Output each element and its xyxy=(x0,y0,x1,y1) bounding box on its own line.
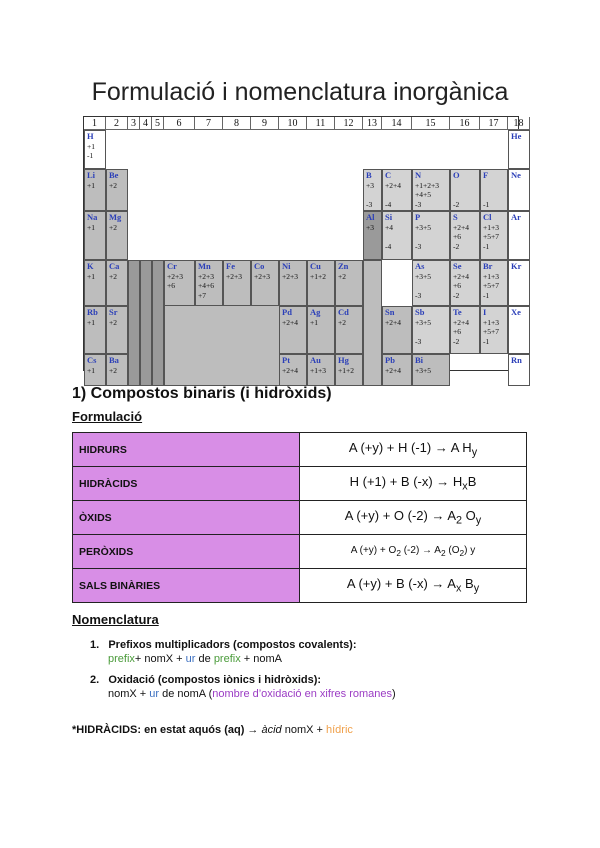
element-symbol: Be xyxy=(109,170,119,180)
element-cell xyxy=(223,260,251,306)
oxidation-states: +2 xyxy=(338,317,346,327)
element-cell xyxy=(382,354,412,386)
element-cell xyxy=(508,211,530,260)
oxidation-states: +1 xyxy=(87,271,95,281)
element-cell xyxy=(106,354,128,386)
oxidation-states: +3+5 -3 xyxy=(415,271,431,300)
row-formula: H (+1) + B $(-x) \to H_xB$ xyxy=(300,467,527,501)
element-cell xyxy=(106,211,128,260)
element-cell xyxy=(279,306,307,354)
element-symbol: Mg xyxy=(109,212,122,222)
element-symbol: Ar xyxy=(511,212,521,222)
element-symbol: Sb xyxy=(415,307,425,317)
group-number: 12 xyxy=(335,117,363,130)
element-symbol: Pt xyxy=(282,355,291,365)
element-cell xyxy=(450,169,480,211)
element-symbol: B xyxy=(366,170,372,180)
element-cell xyxy=(84,260,106,306)
nomenclatura-subheading: Nomenclatura xyxy=(72,612,159,627)
element-symbol: Sr xyxy=(109,307,118,317)
row-label: HIDRURS xyxy=(73,433,300,467)
group-number: 1 xyxy=(84,117,106,130)
oxidation-states: +2+3 +4+6 +7 xyxy=(198,271,214,300)
oxidation-states: +2+4 +6 -2 xyxy=(453,317,469,346)
group-number: 2 xyxy=(106,117,128,130)
element-cell xyxy=(84,306,106,354)
element-cell xyxy=(363,169,382,211)
oxidation-states: +2+4 xyxy=(385,365,401,375)
table-row xyxy=(73,433,527,467)
oxidation-states: +2 xyxy=(109,271,117,281)
row-formula: A $(+y) + O_2$ $(-2) \to A_2$ $(O_2)$ y xyxy=(300,535,527,569)
element-cell xyxy=(480,260,508,306)
element-symbol: Ba xyxy=(109,355,119,365)
element-cell xyxy=(508,130,530,169)
section-heading: 1) Compostos binaris (i hidròxids) xyxy=(72,385,332,402)
element-symbol: Li xyxy=(87,170,96,180)
element-symbol: Na xyxy=(87,212,98,222)
group-number: 17 xyxy=(480,117,508,130)
element-symbol: Bi xyxy=(415,355,424,365)
oxidation-states: +2+3 xyxy=(254,271,270,281)
element-symbol: Br xyxy=(483,261,493,271)
oxidation-states: +1+2 xyxy=(338,365,354,375)
element-cell xyxy=(508,306,530,354)
element-cell xyxy=(382,306,412,354)
row-label: SALS BINÀRIES xyxy=(73,569,300,603)
element-symbol: O xyxy=(453,170,460,180)
element-cell xyxy=(106,306,128,354)
oxidation-states: +1+3 xyxy=(310,365,326,375)
group-number: 13 xyxy=(363,117,382,130)
row-formula: A (+y) + H (-1) → A $H_y$ xyxy=(300,433,527,467)
oxidation-states: +2+4 -4 xyxy=(385,180,401,209)
element-symbol: Ne xyxy=(511,170,521,180)
element-symbol: Ag xyxy=(310,307,321,317)
element-symbol: Au xyxy=(310,355,321,365)
group-number: 8 xyxy=(223,117,251,130)
element-symbol: Se xyxy=(453,261,462,271)
group-number: 4 xyxy=(140,117,152,130)
oxidation-states: +4 -4 xyxy=(385,222,393,251)
element-symbol: Rn xyxy=(511,355,522,365)
element-symbol: Co xyxy=(254,261,265,271)
element-symbol: Al xyxy=(366,212,375,222)
element-symbol: Fe xyxy=(226,261,235,271)
table-row xyxy=(73,569,527,603)
oxidation-states: +1+2+3 +4+5 -3 xyxy=(415,180,439,209)
element-symbol: Si xyxy=(385,212,393,222)
formulacio-subheading: Formulació xyxy=(72,409,143,424)
oxidation-states: +2+4 xyxy=(282,317,298,327)
element-cell xyxy=(412,260,450,306)
oxidation-states: +1+3 +5+7 -1 xyxy=(483,317,499,346)
oxidation-states: +1 xyxy=(87,365,95,375)
hidracids-note: *HIDRÀCIDS: en estat aquós (aq) → àcid nomX + hídric xyxy=(72,724,353,736)
oxidation-states: +3 -3 xyxy=(366,180,374,209)
group-number: 5 xyxy=(152,117,164,130)
element-cell xyxy=(106,169,128,211)
nomenclature-item-1: 1. Prefixos multiplicadors (compostos covalents): prefix+ nomX + ur de prefix + nomA xyxy=(90,639,357,665)
group-number: 18 xyxy=(508,117,530,130)
oxidation-states: +2+4 +6 -2 xyxy=(453,222,469,251)
group-number: 3 xyxy=(128,117,140,130)
table-shading xyxy=(152,260,164,386)
table-row xyxy=(73,467,527,501)
oxidation-states: +2+4 xyxy=(282,365,298,375)
element-symbol: Te xyxy=(453,307,462,317)
element-cell xyxy=(279,354,307,386)
element-symbol: Cs xyxy=(87,355,97,365)
oxidation-states: +1 -1 xyxy=(87,141,95,160)
nomenclature-item-2: 2. Oxidació (compostos iònics i hidròxids): nomX + ur de nomA (nombre d’oxidació en xifres romanes) xyxy=(90,674,396,700)
oxidation-states: +1 xyxy=(87,317,95,327)
element-symbol: S xyxy=(453,212,458,222)
oxidation-states: +2 xyxy=(338,271,346,281)
element-symbol: C xyxy=(385,170,392,180)
oxidation-states: +2+3 xyxy=(282,271,298,281)
oxidation-states: +3+5 -3 xyxy=(415,222,431,251)
element-cell xyxy=(84,354,106,386)
group-number: 11 xyxy=(307,117,335,130)
row-formula: A (+y) + O $(-2) \to A_2$ $O_y$ xyxy=(300,501,527,535)
element-symbol: I xyxy=(483,307,487,317)
element-cell xyxy=(84,169,106,211)
oxidation-states: +1+2 xyxy=(310,271,326,281)
element-symbol: K xyxy=(87,261,94,271)
formulation-table xyxy=(72,432,527,603)
oxidation-states: -2 xyxy=(453,199,460,209)
element-cell xyxy=(335,354,363,386)
element-symbol: Pb xyxy=(385,355,395,365)
table-shading xyxy=(140,260,152,386)
element-symbol: Hg xyxy=(338,355,349,365)
element-cell xyxy=(508,260,530,306)
oxidation-states: +3+5 xyxy=(415,365,431,375)
row-formula: A (+y) + B $(-x) \to A_x$ $B_y$ xyxy=(300,569,527,603)
element-cell xyxy=(195,260,223,306)
element-cell xyxy=(508,354,530,386)
oxidation-states: +2+3 +6 xyxy=(167,271,183,290)
oxidation-states: -1 xyxy=(483,199,490,209)
element-cell xyxy=(307,260,335,306)
element-cell xyxy=(106,260,128,306)
element-symbol: Zn xyxy=(338,261,349,271)
element-symbol: H xyxy=(87,131,94,141)
element-cell xyxy=(363,211,382,260)
table-shading xyxy=(128,260,140,386)
element-cell xyxy=(480,211,508,260)
element-symbol: As xyxy=(415,261,425,271)
element-cell xyxy=(164,260,195,306)
group-number: 10 xyxy=(279,117,307,130)
element-cell xyxy=(480,306,508,354)
oxidation-states: +3 xyxy=(366,222,374,232)
element-cell xyxy=(307,306,335,354)
table-row xyxy=(73,535,527,569)
oxidation-states: +2 xyxy=(109,180,117,190)
group-number: 16 xyxy=(450,117,480,130)
element-cell xyxy=(508,169,530,211)
oxidation-states: +2+3 xyxy=(226,271,242,281)
oxidation-states: +1 xyxy=(87,222,95,232)
element-symbol: Mn xyxy=(198,261,211,271)
element-cell xyxy=(412,169,450,211)
element-cell xyxy=(84,130,106,169)
element-cell xyxy=(307,354,335,386)
element-symbol: F xyxy=(483,170,489,180)
table-row xyxy=(73,501,527,535)
element-symbol: N xyxy=(415,170,422,180)
element-symbol: Kr xyxy=(511,261,522,271)
element-cell xyxy=(251,260,279,306)
group-number: 15 xyxy=(412,117,450,130)
element-cell xyxy=(84,211,106,260)
element-symbol: Ni xyxy=(282,261,291,271)
element-cell xyxy=(450,306,480,354)
oxidation-states: +2 xyxy=(109,317,117,327)
element-symbol: Xe xyxy=(511,307,521,317)
oxidation-states: +2+4 xyxy=(385,317,401,327)
oxidation-states: +2+4 +6 -2 xyxy=(453,271,469,300)
oxidation-states: +2 xyxy=(109,365,117,375)
element-symbol: Sn xyxy=(385,307,395,317)
row-label: ÒXIDS xyxy=(73,501,300,535)
element-cell xyxy=(335,306,363,354)
element-symbol: Ca xyxy=(109,261,120,271)
oxidation-states: +2 xyxy=(109,222,117,232)
row-label: HIDRÀCIDS xyxy=(73,467,300,501)
element-symbol: He xyxy=(511,131,522,141)
group-number: 14 xyxy=(382,117,412,130)
element-symbol: Pd xyxy=(282,307,292,317)
element-symbol: Cl xyxy=(483,212,492,222)
oxidation-states: +1 xyxy=(310,317,318,327)
element-cell xyxy=(412,306,450,354)
oxidation-states: +3+5 -3 xyxy=(415,317,431,346)
oxidation-states: +1+3 +5+7 -1 xyxy=(483,222,499,251)
element-cell xyxy=(382,211,412,260)
element-symbol: Cr xyxy=(167,261,177,271)
periodic-table xyxy=(83,116,524,375)
element-cell xyxy=(382,169,412,211)
oxidation-states: +1 xyxy=(87,180,95,190)
element-symbol: P xyxy=(415,212,421,222)
element-symbol: Cu xyxy=(310,261,321,271)
group-number: 9 xyxy=(251,117,279,130)
element-cell xyxy=(335,260,363,306)
element-cell xyxy=(450,211,480,260)
page-title: Formulació i nomenclatura inorgànica xyxy=(91,78,509,106)
row-label: PERÒXIDS xyxy=(73,535,300,569)
element-cell xyxy=(412,354,450,386)
group-number: 6 xyxy=(164,117,195,130)
element-cell xyxy=(279,260,307,306)
element-cell xyxy=(450,260,480,306)
table-shading xyxy=(363,260,382,386)
element-cell xyxy=(480,169,508,211)
element-cell xyxy=(412,211,450,260)
element-symbol: Cd xyxy=(338,307,349,317)
oxidation-states: +1+3 +5+7 -1 xyxy=(483,271,499,300)
element-symbol: Rb xyxy=(87,307,98,317)
group-number: 7 xyxy=(195,117,223,130)
